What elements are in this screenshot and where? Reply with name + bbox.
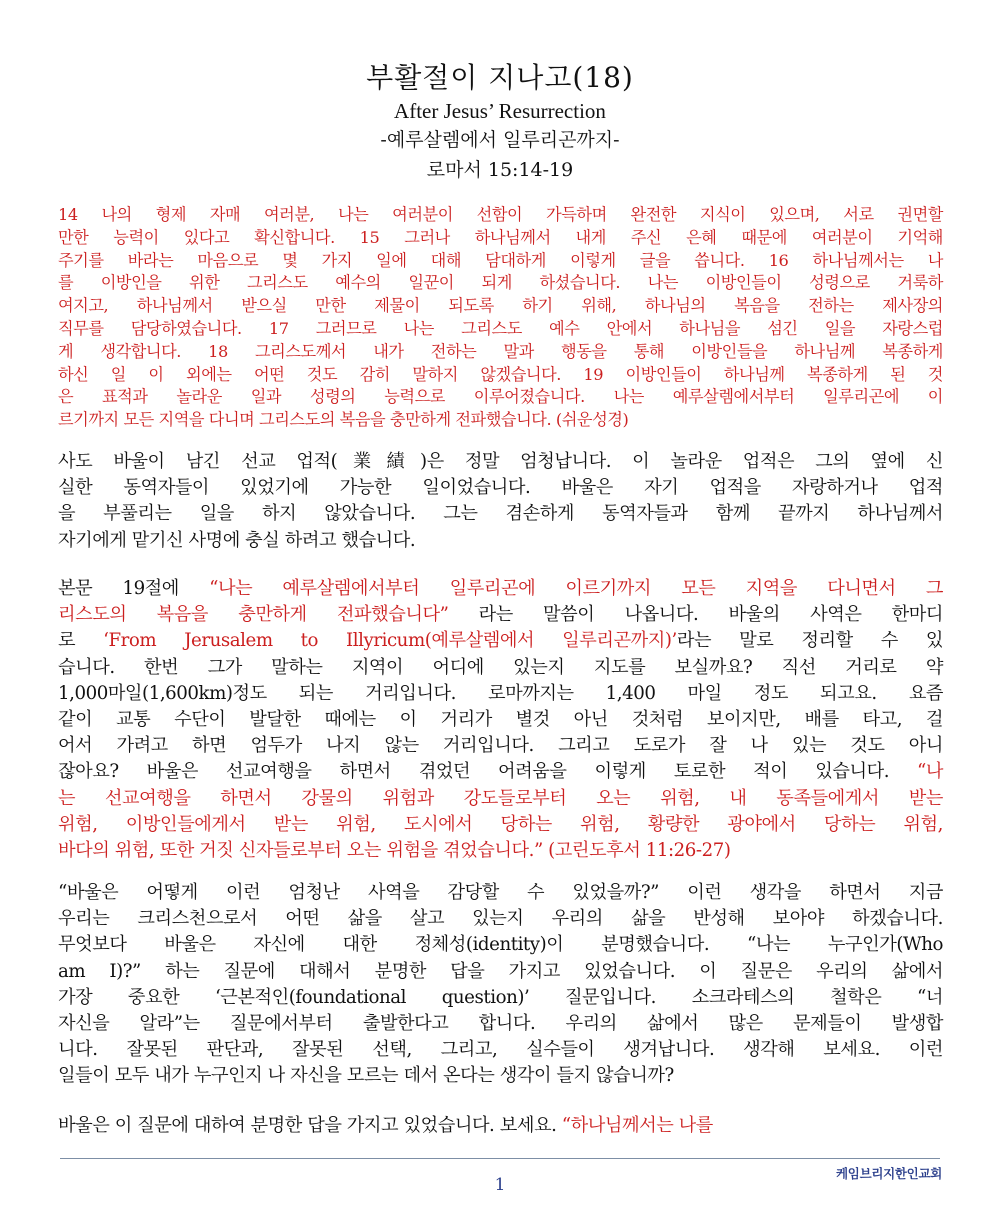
paragraph-line [58, 1063, 943, 1089]
paragraph-line-text [58, 759, 943, 785]
scripture-line [58, 227, 943, 250]
scripture-line-text: 주기를 바라는 마음으로 몇 가지 일에 대해 담대하게 이렇게 글을 씁니다. 16 하나님께서는 나 [58, 250, 943, 270]
scripture-line-text: 여지고, 하나님께서 받으실 만한 제물이 되도록 하기 위해, 하나님의 복음을 전하는 제사장의 [58, 296, 943, 316]
church-name: 케임브리지한인교회 [836, 1166, 942, 1181]
page-number: 1 [494, 1175, 506, 1195]
paragraph-line-text [58, 733, 943, 759]
paragraph-line-text [58, 602, 943, 628]
body-text: 로 [58, 630, 104, 652]
paragraph-line-text: 니다. 잘못된 판단과, 잘못된 선택, 그리고, 실수들이 생겨납니다. 생각해 보세요. 이런 [58, 1039, 943, 1061]
paragraph-line-text [58, 576, 943, 602]
paragraph-line-text [58, 707, 943, 733]
scripture-line [58, 250, 943, 273]
paragraph-line [58, 655, 943, 681]
scripture-line-text: 은 표적과 놀라운 일과 성령의 능력으로 이루어졌습니다. 나는 예루살렘에서부터 일루리곤에 이 [58, 387, 943, 407]
scripture-line [58, 409, 943, 432]
scripture-line [58, 318, 943, 341]
scripture-line [58, 295, 943, 318]
quoted-scripture-text: 는 선교여행을 하면서 강물의 위험과 강도들로부터 오는 위험, 내 동족들에게서 받는 [58, 787, 943, 809]
paragraph-line-text: 자신을 알라”는 질문에서부터 출발한다고 합니다. 우리의 삶에서 많은 문제들이 발생합 [58, 1012, 943, 1034]
paragraph-line-text [58, 786, 943, 812]
paragraph-line-text [58, 812, 943, 838]
scripture-line-text: 를 이방인을 위한 그리스도 예수의 일꾼이 되게 하셨습니다. 나는 이방인들이 성령으로 거룩하 [58, 273, 943, 293]
body-text: 잖아요? 바울은 선교여행을 하면서 겪었던 어려움을 이렇게 토로한 적이 있습니다. [58, 761, 918, 783]
quoted-scripture-text: “나는 예루살렘에서부터 일루리곤에 이르기까지 모든 지역을 다니면서 그 [209, 578, 943, 599]
quoted-scripture-text: 위험, 이방인들에게서 받는 위험, 도시에서 당하는 위험, 황량한 광야에서 당하는 위험, [58, 813, 943, 835]
paragraph-line [58, 501, 943, 527]
scripture-line [58, 341, 943, 364]
paragraph-3 [58, 880, 943, 1090]
scripture-line-text: 직무를 담당하였습니다. 17 그러므로 나는 그리스도 예수 안에서 하나님을 섬긴 일을 자랑스럽 [58, 318, 943, 338]
paragraph-line [58, 959, 943, 985]
scripture-line [58, 204, 943, 227]
scripture-line [58, 272, 943, 295]
paragraph-line [58, 1113, 943, 1139]
paragraph-line-text: 일들이 모두 내가 누구인지 나 자신을 모르는 데서 온다는 생각이 들지 않습니까? [58, 1065, 674, 1087]
body-text: 습니다. 한번 그가 말하는 지역이 어디에 있는지 지도를 보실까요? 직선 거리로 약 [58, 656, 943, 678]
body-text: 1,000마일(1,600km)정도 되는 거리입니다. 로마까지는 1,400 마일 정도 되고요. 요즘 [58, 682, 943, 704]
scripture-passage [58, 204, 943, 432]
footer-rule [60, 1158, 940, 1159]
paragraph-4 [58, 1113, 943, 1139]
paragraph-line [58, 628, 943, 654]
korean-subtitle: -예루살렘에서 일루리곤까지- [380, 129, 620, 151]
quoted-scripture-text: “하나님께서는 나를 [561, 1115, 713, 1136]
page-title: 부활절이 지나고(18) [366, 61, 634, 94]
scripture-line-text: 하신 일 이 외에는 어떤 것도 감히 말하지 않겠습니다. 19 이방인들이 하나님께 복종하게 된 것 [58, 364, 943, 384]
paragraph-line [58, 1011, 943, 1037]
paragraph-1 [58, 449, 943, 554]
scripture-reference: 로마서 15:14-19 [426, 159, 574, 181]
body-text: 바울은 이 질문에 대하여 분명한 답을 가지고 있었습니다. 보세요. [58, 1115, 562, 1136]
paragraph-line-text: 사도 바울이 남긴 선교 업적(業績)은 정말 엄청납니다. 이 놀라운 업적은 그의 옆에 신 [58, 451, 943, 472]
paragraph-line-text: am I)?” 하는 질문에 대해서 분명한 답을 가지고 있었습니다. 이 질문은 우리의 삶에서 [58, 960, 943, 982]
paragraph-line [58, 812, 943, 838]
paragraph-line [58, 759, 943, 785]
paragraph-line-text [58, 1113, 943, 1139]
paragraph-line [58, 1037, 943, 1063]
body-text: 같이 교통 수단이 발달한 때에는 이 거리가 별것 아닌 것처럼 보이지만, 배를 타고, 걸 [58, 708, 943, 730]
paragraph-line-text: 실한 동역자들이 있었기에 가능한 일이었습니다. 바울은 자기 업적을 자랑하거나 업적 [58, 477, 943, 499]
scripture-line [58, 364, 943, 387]
paragraph-line-text [58, 838, 943, 864]
paragraph-line [58, 475, 943, 501]
paragraph-line-text: 자기에게 맡기신 사명에 충실 하려고 했습니다. [58, 529, 416, 551]
paragraph-line [58, 985, 943, 1011]
paragraph-line [58, 838, 943, 864]
paragraph-line [58, 602, 943, 628]
paragraph-line [58, 681, 943, 707]
paragraph-line-text: 무엇보다 바울은 자신에 대한 정체성(identity)이 분명했습니다. “나는 누구인가(Who [58, 934, 943, 956]
body-text: 라는 말로 정리할 수 있 [676, 630, 943, 652]
scripture-line-text: 14 나의 형제 자매 여러분, 나는 여러분이 선함이 가득하며 완전한 지식이 있으며, 서로 권면할 [58, 205, 943, 224]
scripture-line-text: 만한 능력이 있다고 확신합니다. 15 그러나 하나님께서 내게 주신 은혜 때문에 여러분이 기억해 [58, 227, 943, 247]
paragraph-line-text: “바울은 어떻게 이런 엄청난 사역을 감당할 수 있었을까?” 이런 생각을 하면서 지금 [58, 882, 943, 903]
paragraph-line [58, 880, 943, 906]
paragraph-line-text [58, 655, 943, 681]
english-subtitle: After Jesus’ Resurrection [394, 99, 606, 123]
scripture-line-text: 게 생각합니다. 18 그리스도께서 내가 전하는 말과 행동을 통해 이방인들을 하나님께 복종하게 [58, 341, 943, 361]
scripture-line [58, 386, 943, 409]
body-text: 본문 19절에 [58, 578, 210, 599]
quoted-scripture-text: 바다의 위험, 또한 거짓 신자들로부터 오는 위험을 겪었습니다.” (고린도후서 11:26-27) [58, 839, 731, 861]
paragraph-line [58, 707, 943, 733]
scripture-line-text: 르기까지 모든 지역을 다니며 그리스도의 복음을 충만하게 전파했습니다. (쉬운성경) [58, 410, 629, 430]
paragraph-line [58, 786, 943, 812]
paragraph-line [58, 733, 943, 759]
body-text: 라는 말씀이 나옵니다. 바울의 사역은 한마디 [448, 604, 943, 626]
paragraph-line-text [58, 681, 943, 707]
paragraph-line [58, 528, 943, 554]
paragraph-line [58, 906, 943, 932]
paragraph-line-text: 우리는 크리스천으로서 어떤 삶을 살고 있는지 우리의 삶을 반성해 보아야 하겠습니다. [58, 908, 943, 930]
paragraph-line [58, 932, 943, 958]
paragraph-line [58, 449, 943, 475]
body-text: 어서 가려고 하면 엄두가 나지 않는 거리입니다. 그리고 도로가 잘 나 있는 것도 아니 [58, 735, 943, 757]
paragraph-line [58, 576, 943, 602]
paragraph-line-text [58, 628, 943, 654]
quoted-scripture-text: 리스도의 복음을 충만하게 전파했습니다” [58, 604, 449, 626]
quoted-scripture-text: “나 [917, 761, 943, 783]
paragraph-line-text: 가장 중요한 ‘근본적인(foundational question)’ 질문입니다. 소크라테스의 철학은 “너 [58, 986, 943, 1008]
quoted-scripture-text: ‘From Jerusalem to Illyricum(예루살렘에서 일루리곤까지)’ [103, 630, 677, 652]
paragraph-line-text: 을 부풀리는 일을 하지 않았습니다. 그는 겸손하게 동역자들과 함께 끝까지 하나님께서 [58, 503, 943, 525]
paragraph-2 [58, 576, 943, 864]
